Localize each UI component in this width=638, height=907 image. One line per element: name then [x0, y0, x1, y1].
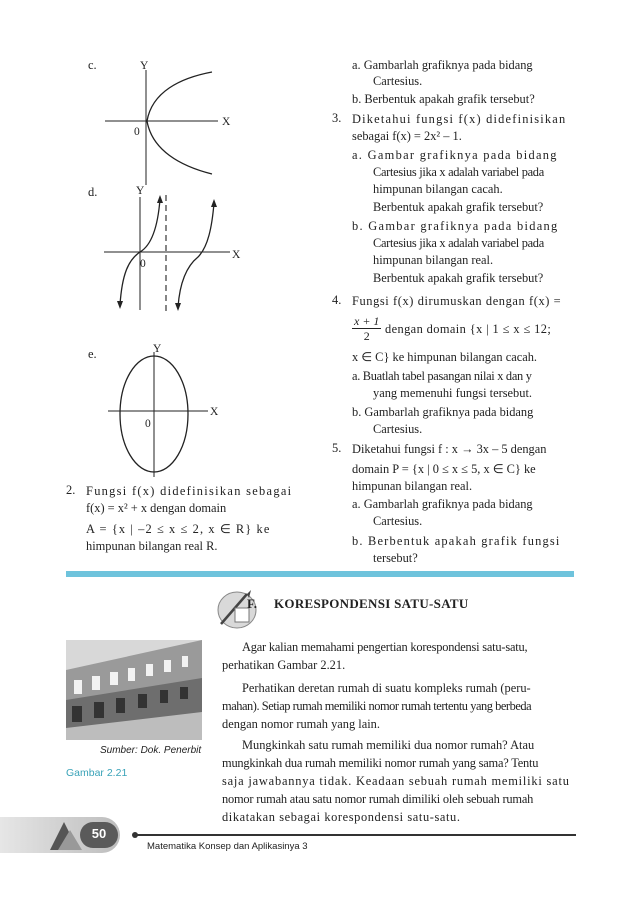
- q3b-line3: himpunan bilangan real.: [373, 253, 494, 267]
- graph-d-y-label: Y: [136, 185, 145, 197]
- q4a-line1: a. Buatlah tabel pasangan nilai x dan y: [352, 369, 532, 383]
- q2a-line1: a. Gambarlah grafiknya pada bidang: [352, 58, 533, 72]
- para1-line1: Agar kalian memahami pengertian korespondensi satu-satu,: [242, 640, 528, 654]
- q3a-line2: Cartesius jika x adalah variabel pada: [373, 165, 544, 179]
- q2-line3: A = {x | –2 ≤ x ≤ 2, x ∈ R} ke: [86, 522, 271, 536]
- q4-line1: Fungsi f(x) dirumuskan dengan f(x) =: [352, 294, 562, 308]
- q5a-line2: Cartesius.: [373, 514, 423, 528]
- q3a-line4: Berbentuk apakah grafik tersebut?: [373, 200, 544, 214]
- house-row-photo: [66, 640, 202, 740]
- graph-c-y-label: Y: [140, 60, 149, 72]
- para3-line5: dikatakan sebagai korespondensi satu-satu.: [222, 810, 461, 824]
- q2a-line2: Cartesius.: [373, 74, 423, 88]
- graph-c-x-label: X: [222, 116, 231, 128]
- q3b-line2: Cartesius jika x adalah variabel pada: [373, 236, 544, 250]
- q4-line3: x ∈ C} ke himpunan bilangan cacah.: [352, 350, 537, 364]
- q3-line2: sebagai f(x) = 2x² – 1.: [352, 129, 462, 143]
- graph-d: [100, 195, 240, 315]
- graph-c-label: c.: [88, 58, 97, 72]
- q2-line1: Fungsi f(x) didefinisikan sebagai: [86, 484, 293, 498]
- q5b-line1: b. Berbentuk apakah grafik fungsi: [352, 534, 561, 548]
- q3a-line1: a. Gambar grafiknya pada bidang: [352, 148, 558, 162]
- graph-c: [100, 70, 240, 190]
- q3a-line3: himpunan bilangan cacah.: [373, 182, 503, 196]
- footer-book-title: Matematika Konsep dan Aplikasinya 3: [147, 841, 308, 852]
- graph-d-origin: 0: [140, 258, 146, 270]
- q4b-line1: b. Gambarlah grafiknya pada bidang: [352, 405, 534, 419]
- q3b-line4: Berbentuk apakah grafik tersebut?: [373, 271, 544, 285]
- q4-fraction-denominator: 2: [363, 329, 370, 343]
- para3-line3: saja jawabannya tidak. Keadaan sebuah rumah memiliki satu: [222, 774, 570, 788]
- section-letter: F.: [247, 596, 257, 611]
- q3-line1: Diketahui fungsi f(x) didefinisikan: [352, 112, 567, 126]
- q4-fraction-numerator: x + 1: [354, 314, 380, 328]
- q5-line1: Diketahui fungsi f : x → 3x – 5 dengan: [352, 442, 547, 456]
- q5-line3: himpunan bilangan real.: [352, 479, 473, 493]
- q4-number: 4.: [332, 293, 342, 307]
- section-divider: [66, 571, 574, 577]
- q2-number: 2.: [66, 483, 76, 497]
- q3-number: 3.: [332, 111, 342, 125]
- graph-d-x-label: X: [232, 249, 241, 261]
- q2-line2: f(x) = x² + x dengan domain: [86, 501, 227, 515]
- graph-c-origin: 0: [134, 126, 140, 138]
- para3-line4: nomor rumah atau satu nomor rumah dimiliki oleh sebuah rumah: [222, 792, 534, 806]
- q2b-line: b. Berbentuk apakah grafik tersebut?: [352, 92, 535, 106]
- q5-line2: domain P = {x | 0 ≤ x ≤ 5, x ∈ C} ke: [352, 462, 536, 476]
- para1-line2: perhatikan Gambar 2.21.: [222, 658, 346, 672]
- graph-d-label: d.: [88, 185, 98, 199]
- page-number: 50: [91, 826, 107, 841]
- photo-caption: Gambar 2.21: [66, 767, 128, 779]
- graph-e-origin: 0: [145, 418, 151, 430]
- graph-e-y-label: Y: [153, 343, 162, 355]
- q5-number: 5.: [332, 441, 342, 455]
- graph-e: [100, 352, 230, 482]
- para3-line2: mungkinkah dua rumah memiliki nomor rumah yang sama? Tentu: [222, 756, 539, 770]
- photo-source: Sumber: Dok. Penerbit: [100, 745, 202, 756]
- q4-line2: dengan domain {x | 1 ≤ x ≤ 12;: [385, 322, 552, 336]
- q2-line4: himpunan bilangan real R.: [86, 539, 218, 553]
- para2-line2: mahan). Setiap rumah memiliki nomor rumah tertentu yang berbeda: [222, 699, 532, 713]
- q5a-line1: a. Gambarlah grafiknya pada bidang: [352, 497, 533, 511]
- graph-e-label: e.: [88, 347, 97, 361]
- para2-line3: dengan nomor rumah yang lain.: [222, 717, 380, 731]
- q5b-line2: tersebut?: [373, 551, 418, 565]
- q4a-line2: yang memenuhi fungsi tersebut.: [373, 386, 532, 400]
- q4b-line2: Cartesius.: [373, 422, 423, 436]
- para3-line1: Mungkinkah satu rumah memiliki dua nomor rumah? Atau: [242, 738, 535, 752]
- q4-fraction: [352, 314, 381, 343]
- footer-rule: [136, 834, 576, 836]
- graph-e-x-label: X: [210, 406, 219, 418]
- section-title: KORESPONDENSI SATU-SATU: [274, 596, 469, 611]
- q3b-line1: b. Gambar grafiknya pada bidang: [352, 219, 559, 233]
- para2-line1: Perhatikan deretan rumah di suatu kompleks rumah (peru-: [242, 681, 531, 695]
